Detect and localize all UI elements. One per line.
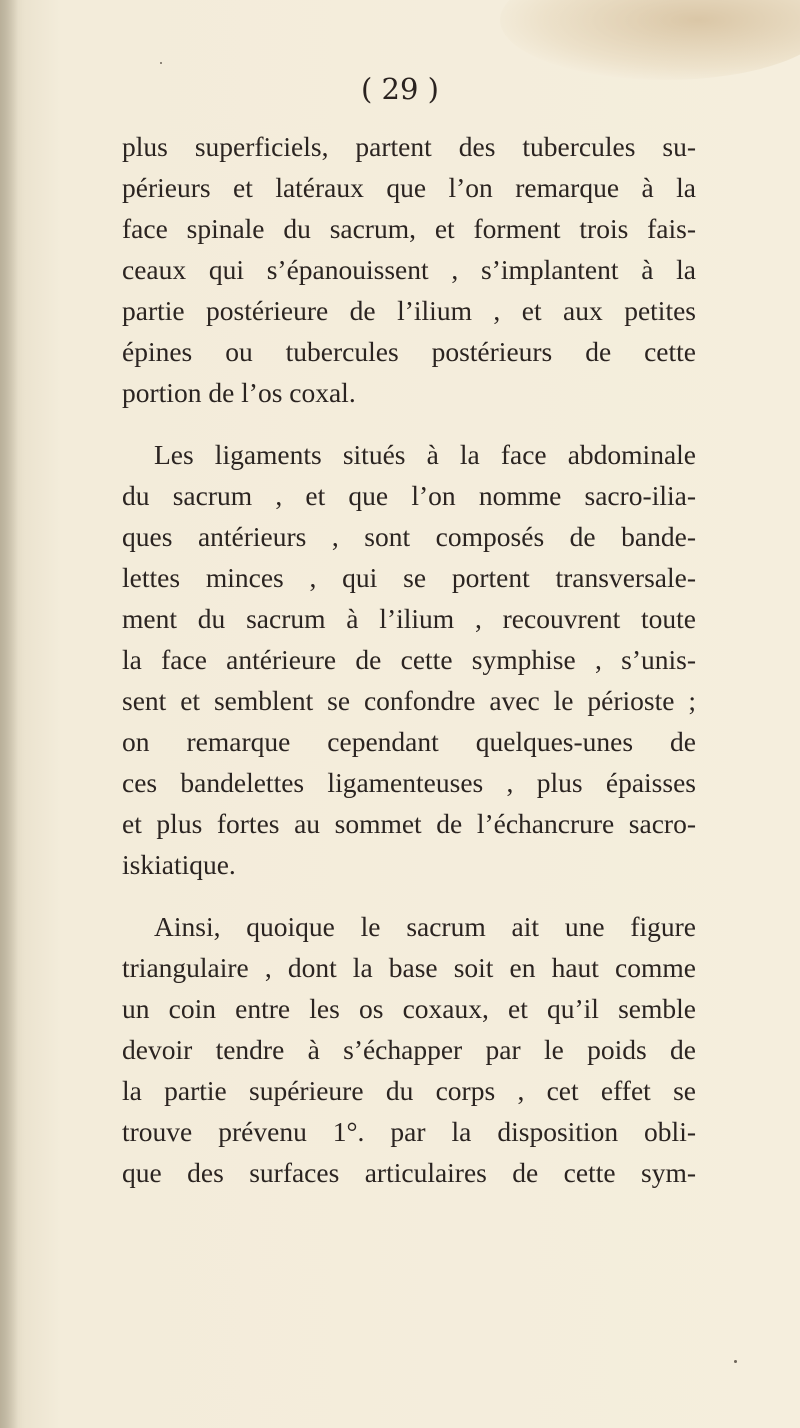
text-line: ment du sacrum à l’ilium , recouvrent toute	[122, 603, 696, 634]
text-line: portion de l’os coxal.	[122, 377, 356, 408]
paper-stain	[500, 0, 800, 80]
text-line: la partie supérieure du corps , cet effet se	[122, 1075, 696, 1106]
text-line: épines ou tubercules postérieurs de cette	[122, 336, 696, 367]
text-line: ceaux qui s’épanouissent , s’implantent à la	[122, 254, 696, 285]
text-line: que des surfaces articulaires de cette sym-	[122, 1157, 696, 1188]
text-line: un coin entre les os coxaux, et qu’il semble	[122, 993, 696, 1024]
paragraph-1	[122, 126, 696, 413]
page-number: ( 29 )	[361, 72, 439, 106]
paragraph-2	[122, 434, 696, 885]
text-line: et plus fortes au sommet de l’échancrure sacro-	[122, 808, 696, 839]
text-line: trouve prévenu 1°. par la disposition obli-	[122, 1116, 696, 1147]
text-line: on remarque cependant quelques-unes de	[122, 726, 696, 757]
paragraph-3	[122, 906, 696, 1193]
text-line: iskiatique.	[122, 849, 236, 880]
body-text	[122, 126, 696, 1193]
text-line: face spinale du sacrum, et forment trois fais-	[122, 213, 696, 244]
text-line: du sacrum , et que l’on nomme sacro-ilia-	[122, 480, 696, 511]
text-line: Les ligaments situés à la face abdominale	[154, 439, 696, 470]
text-line: partie postérieure de l’ilium , et aux petites	[122, 295, 696, 326]
text-line: devoir tendre à s’échapper par le poids de	[122, 1034, 696, 1065]
text-line: Ainsi, quoique le sacrum ait une figure	[154, 911, 696, 942]
text-line: triangulaire , dont la base soit en haut comme	[122, 952, 696, 983]
text-line: plus superficiels, partent des tubercules su-	[122, 131, 696, 162]
text-line: lettes minces , qui se portent transversale-	[122, 562, 696, 593]
binding-shadow	[0, 0, 18, 1428]
ink-speck	[160, 62, 162, 64]
text-line: périeurs et latéraux que l’on remarque à la	[122, 172, 696, 203]
text-line: sent et semblent se confondre avec le périoste ;	[122, 685, 696, 716]
text-line: la face antérieure de cette symphise , s’unis-	[122, 644, 696, 675]
text-line: ces bandelettes ligamenteuses , plus épaisses	[122, 767, 696, 798]
text-line: ques antérieurs , sont composés de bande-	[122, 521, 696, 552]
ink-speck	[734, 1360, 737, 1363]
